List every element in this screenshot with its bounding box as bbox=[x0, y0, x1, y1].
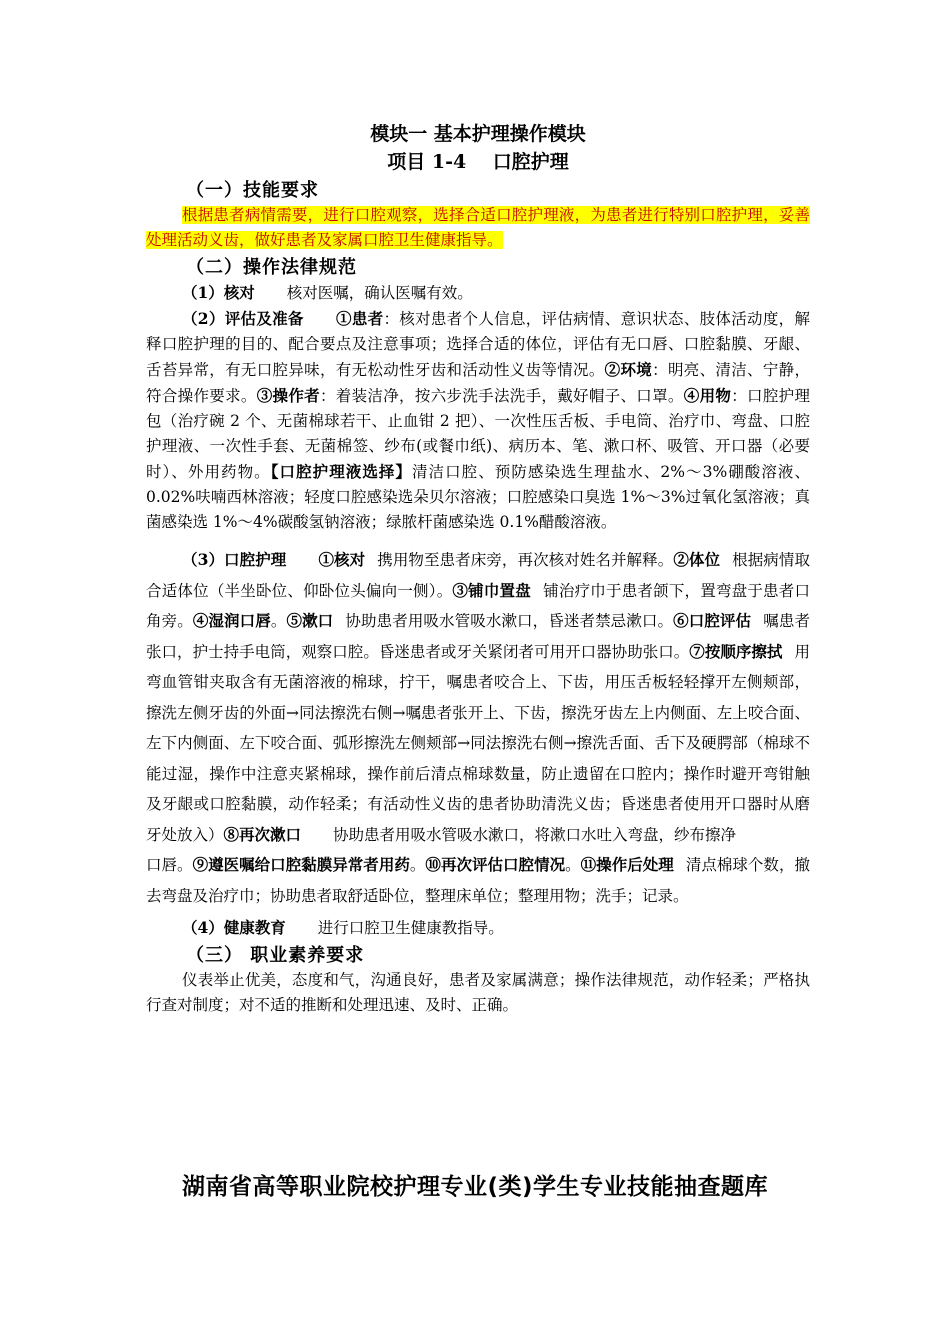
item-3-t4: 。 bbox=[270, 612, 287, 630]
item-3-t5: 协助患者用吸水管吸水漱口，昏迷者禁忌漱口。 bbox=[345, 612, 674, 630]
section-1-text bbox=[146, 203, 810, 253]
item-3-m7: ⑦按顺序擦拭 bbox=[689, 641, 783, 661]
item-2-m2: ②环境 bbox=[604, 360, 653, 379]
item-1-text: 核对医嘱，确认医嘱有效。 bbox=[286, 284, 473, 302]
item-3-t8b: 口唇。 bbox=[146, 856, 193, 874]
item-2-t3: ：着装洁净，按六步洗手法洗手，戴好帽子、口罩。 bbox=[319, 387, 684, 405]
item-3-t3: 铺治疗巾于患者颌下，置弯盘于患者口角旁。 bbox=[146, 581, 810, 630]
section-2-heading: （二）操作法律规范 bbox=[186, 257, 357, 278]
item-3-label: （3）口腔护理 bbox=[182, 550, 287, 569]
item-2-assessment bbox=[146, 306, 810, 535]
item-3-m5: ⑤漱口 bbox=[286, 611, 334, 630]
item-1-check bbox=[146, 280, 810, 306]
item-1-label: （1）核对 bbox=[182, 283, 255, 302]
item-3-m11: ⑪操作后处理 bbox=[580, 855, 674, 874]
item-3-m10: ⑩再次评估口腔情况 bbox=[425, 855, 566, 874]
section-3-text: 仪表举止优美，态度和气，沟通良好，患者及家属满意；操作法律规范，动作轻柔；严格执行查对制度；对不适的推断和处理迅速、及时、正确。 bbox=[146, 971, 810, 1014]
item-2-m3: ③操作者 bbox=[256, 386, 320, 405]
item-2-t2: ：明亮、清洁、宁静，符合操作要求。 bbox=[146, 361, 810, 405]
section-3-heading: （三） 职业素养要求 bbox=[186, 945, 365, 966]
item-3-t11: 清点棉球个数，撤去弯盘及治疗巾；协助患者取舒适卧位，整理床单位；整理用物；洗手；记录。 bbox=[146, 856, 810, 905]
item-3-continued bbox=[146, 850, 810, 911]
item-2-t5: 清洁口腔、预防感染选生理盐水、2%～3%硼酸溶液、0.02%呋喃西林溶液；轻度口腔感染选朵贝尔溶液；口腔感染口臭选 1%～3%过氧化氢溶液；真菌感染选 1%～4%碳酸氢钠溶液；绿脓杆菌感染选 0.1%醋酸溶液。 bbox=[146, 463, 810, 531]
item-4-text: 进行口腔卫生健康教指导。 bbox=[317, 919, 504, 937]
item-3-t7: 用弯血管钳夹取含有无菌溶液的棉球，拧干，嘱患者咬合上、下齿，用压舌板轻轻撑开左侧颊部，擦洗左侧牙齿的外面→同法擦洗右侧→嘱患者张开上、下齿，擦洗牙齿左上内侧面、左上咬合面、左下内侧面、左下咬合面、弧形擦洗左侧颊部→同法擦洗右侧→擦洗舌面、舌下及硬腭部（棉球不能过湿，操作中注意夹紧棉球，操作前后清点棉球数量，防止遗留在口腔内；操作时避开弯钳触及牙龈或口腔黏膜，动作轻柔；有活动性义齿的患者协助清洗义齿；昏迷患者使用开口器时从磨牙处放入） bbox=[146, 642, 810, 844]
item-3-m6: ⑥口腔评估 bbox=[673, 611, 752, 630]
item-4-label: （4）健康教育 bbox=[182, 918, 286, 937]
item-3-t10: 。 bbox=[565, 856, 581, 874]
item-2-m4: ④用物 bbox=[683, 386, 732, 405]
item-2-t1: ：核对患者个人信息，评估病情、意识状态、肢体活动度，解释口腔护理的目的、配合要点及注意事项；选择合适的体位，评估有无口唇、口腔黏膜、牙龈、舌苔异常，有无口腔异味，有无松动性牙齿和活动性义齿等情况。 bbox=[146, 310, 810, 379]
item-3-m4: ④湿润口唇 bbox=[192, 611, 271, 630]
item-3-m8: ⑧再次漱口 bbox=[223, 824, 302, 844]
section-1-heading: （一）技能要求 bbox=[186, 180, 319, 201]
skill-requirement-highlight: 根据患者病情需要，进行口腔观察，选择合适口腔护理液，为患者进行特别口腔护理，妥善处理活动义齿，做好患者及家属口腔卫生健康指导。 bbox=[146, 206, 810, 249]
item-3-t6: 嘱患者张口，护士持手电筒，观察口腔。昏迷患者或牙关紧闭者可用开口器协助张口。 bbox=[146, 612, 810, 661]
module-title: 模块一 基本护理操作模块 bbox=[370, 123, 586, 145]
item-3-oral-care bbox=[146, 545, 810, 850]
item-3-t2: 根据病情取合适体位（半坐卧位、仰卧位头偏向一侧）。 bbox=[146, 551, 810, 600]
item-2-m5: 【口腔护理液选择】 bbox=[270, 462, 412, 481]
item-2-label: （2）评估及准备 bbox=[182, 309, 304, 328]
item-2-m1: ①患者 bbox=[335, 309, 384, 328]
project-title: 项目 1-4 口腔护理 bbox=[387, 151, 569, 173]
document-content bbox=[146, 120, 810, 1018]
item-3-m9: ⑨遵医嘱给口腔黏膜异常者用药 bbox=[192, 855, 410, 874]
footer-title: 湖南省高等职业院校护理专业(类)学生专业技能抽查题库 bbox=[181, 1174, 769, 1200]
item-3-m1: ①核对 bbox=[318, 550, 366, 569]
item-3-t1: 携用物至患者床旁，再次核对姓名并解释。 bbox=[377, 551, 674, 569]
item-2-t4: ：口腔护理包（治疗碗 2 个、无菌棉球若干、止血钳 2 把）、一次性压舌板、手电筒、治疗巾、弯盘、口腔护理液、一次性手套、无菌棉签、纱布(或餐巾纸)、病历本、笔、漱口杯、吸管、开口器（必要时）、外用药物。 bbox=[146, 387, 810, 481]
item-3-t8: 协助患者用吸水管吸水漱口，将漱口水吐入弯盘，纱布擦净 bbox=[333, 825, 737, 844]
item-3-t9: 。 bbox=[409, 856, 426, 874]
item-4-health-education bbox=[146, 915, 810, 941]
item-3-m2: ②体位 bbox=[673, 550, 721, 569]
item-3-m3: ③铺巾置盘 bbox=[452, 580, 531, 600]
